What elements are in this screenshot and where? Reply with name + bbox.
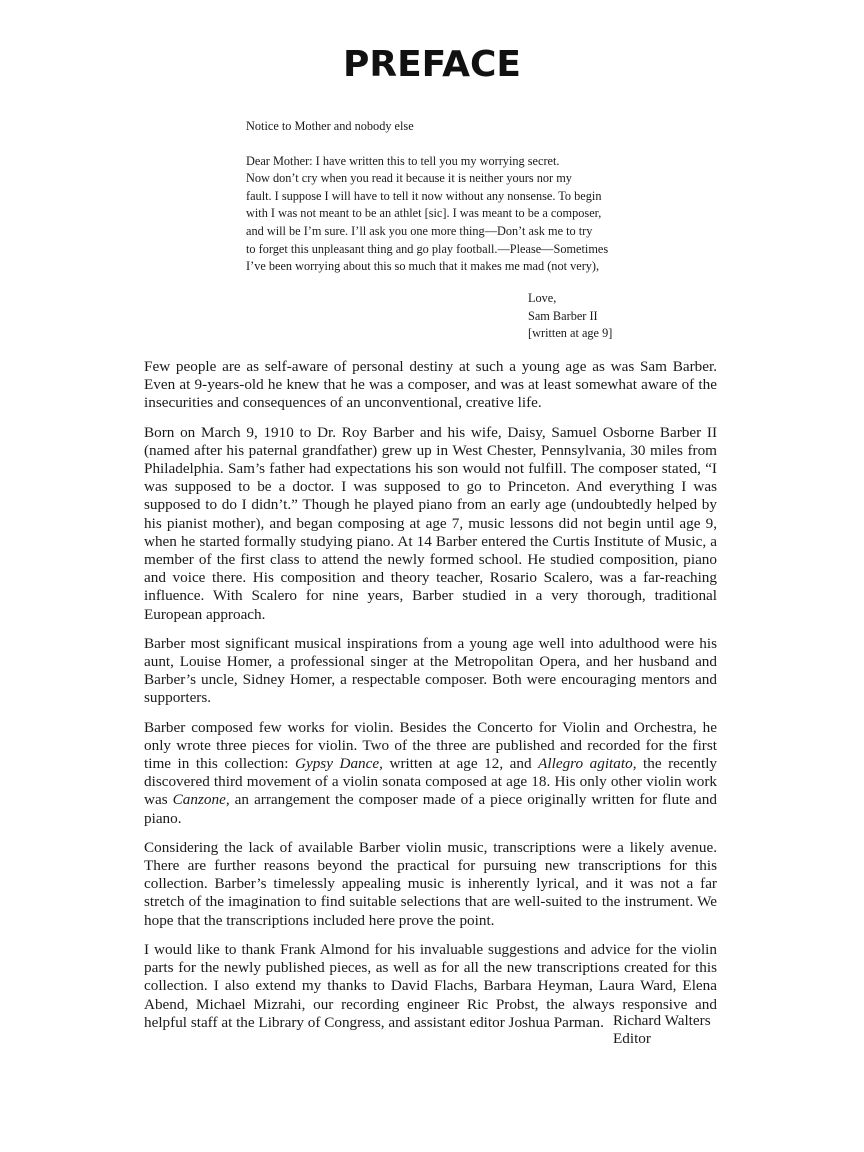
letter-line: Dear Mother: I have written this to tell you my worrying secret. (246, 153, 560, 168)
letter-signature: Sam Barber II (528, 308, 598, 323)
text: Barber composed few works for violin. Besides the Concerto for Violin and Orchestra, he only wrote three pieces for violin. Two of the three are published and recorded for the first time in this collection: (144, 718, 717, 773)
work-title: Allegro agitato (538, 755, 633, 773)
letter-signature-block (528, 290, 612, 343)
paragraph-violin-works (144, 719, 717, 828)
paragraph: Considering the lack of available Barber violin music, transcriptions were a likely avenue. There are further reasons beyond the practical for pursuing new transcriptions for this collection. Barber’s timelessly appealing music is inherently lyrical, and it was not a far stretch of the imagination to find suitable selections that are well-suited to the instrument. We hope that the transcriptions included here prove the point. (144, 838, 717, 929)
letter-line: with I was not meant to be an athlet [sic]. I was meant to be a composer, (246, 206, 602, 221)
letter-line: fault. I suppose I will have to tell it now without any nonsense. To begin (246, 188, 602, 203)
work-title: Gypsy Dance (295, 755, 380, 773)
text: , an arrangement the composer made of a piece originally written for flute and piano. (144, 791, 717, 827)
letter-note: [written at age 9] (528, 326, 613, 341)
work-title: Canzone (172, 791, 226, 809)
text: , the recently discovered third movement of a violin sonata composed at age 18. His only other violin work was (144, 755, 718, 809)
letter-line: Now don’t cry when you read it because it is neither yours nor my (246, 171, 572, 186)
paragraph: Born on March 9, 1910 to Dr. Roy Barber and his wife, Daisy, Samuel Osborne Barber II (named after his paternal grandfather) grew up in West Chester, Pennsylvania, 30 miles from Philadelphia. Sam’s father had expectations his son would not fulfill. The composer stated, “I was supposed to be a doctor. I was supposed to go to Princeton. And everything I was supposed to do I didn’t.” Though he played piano from an early age (undoubtedly helped by his pianist mother), and began composing at age 7, music lessons did not begin until age 9, when he started formally studying piano. At 14 Barber entered the Curtis Institute of Music, a member of the first class to attend the newly formed school. He studied composition, piano and voice there. His composition and theory teacher, Rosario Scalero, was a far-reaching influence. With Scalero for nine years, Barber studied in a very thorough, traditional European approach. (144, 423, 717, 623)
preface-body (144, 358, 717, 1043)
letter-closing: Love, (528, 291, 557, 305)
editor-name: Richard Walters (613, 1012, 711, 1029)
letter-heading: Notice to Mother and nobody else (246, 119, 414, 133)
paragraph: I would like to thank Frank Almond for his invaluable suggestions and advice for the violin parts for the newly published pieces, as well as for all the new transcriptions created for this collection. I also extend my thanks to David Flachs, Barbara Heyman, Laura Ward, Elena Abend, Michael Mizrahi, our recording engineer Ric Probst, the always responsive and helpful staff at the Library of Congress, and assistant editor Joshua Parman. (144, 940, 717, 1031)
page-title: PREFACE (342, 44, 522, 85)
text: , written at age 12, and (379, 755, 539, 773)
letter (246, 118, 608, 276)
letter-line: and will be I’m sure. I’ll ask you one more thing—Don’t ask me to try (246, 223, 593, 238)
editor-role: Editor (613, 1030, 651, 1048)
paragraph: Few people are as self-aware of personal destiny at such a young age as was Sam Barber. Even at 9-years-old he knew that he was a composer, and was at least somewhat aware of the insecurities and consequences of an unconventional, creative life. (144, 358, 717, 412)
letter-line: to forget this unpleasant thing and go play football.—Please—Sometimes (246, 241, 609, 256)
editor-signature (613, 1012, 711, 1049)
letter-line: I’ve been worrying about this so much that it makes me mad (not very), (246, 259, 600, 274)
paragraph: Barber most significant musical inspirations from a young age well into adulthood were his aunt, Louise Homer, a professional singer at the Metropolitan Opera, and her husband and Barber’s uncle, Sidney Homer, a respectable composer. Both were encouraging mentors and supporters. (144, 634, 717, 707)
